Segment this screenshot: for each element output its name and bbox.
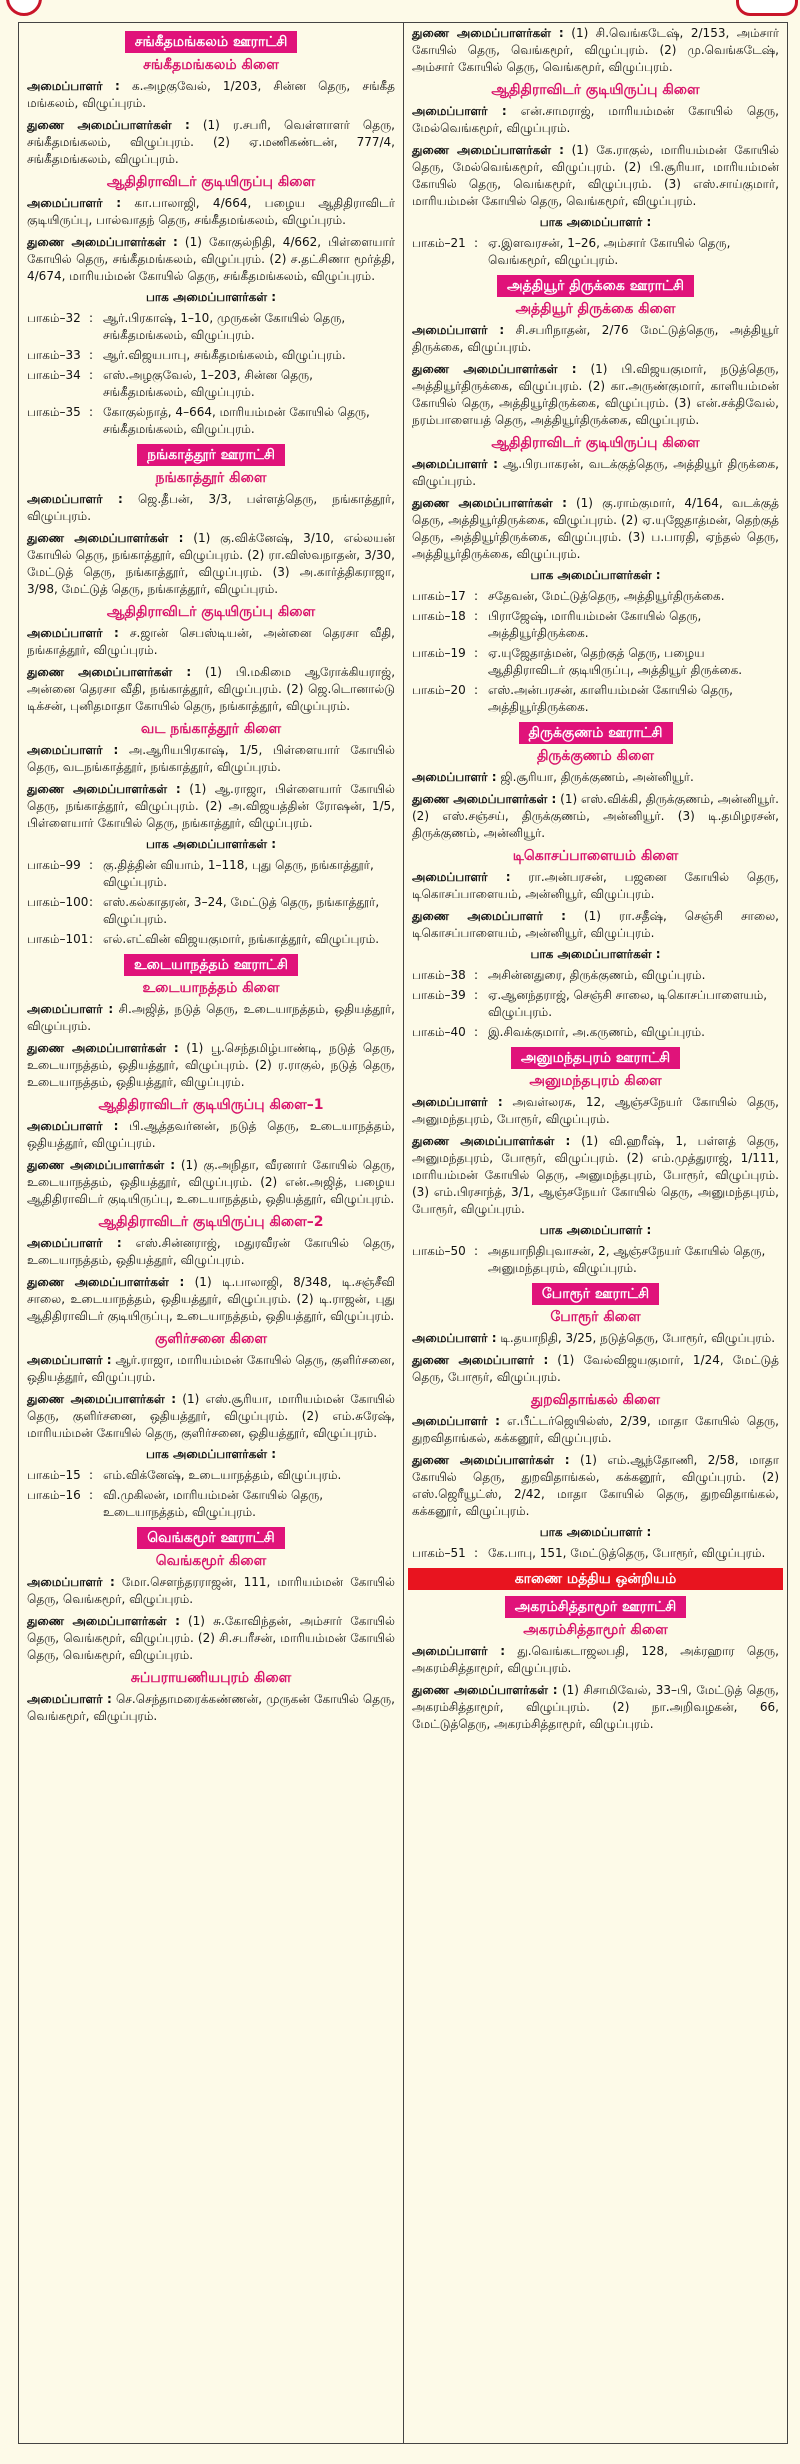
panchayat-title: உடையாநத்தம் ஊராட்சி [124,954,298,976]
organizer-entry [412,1682,779,1733]
booth-colon: : [89,858,94,872]
organizer-entry [27,195,395,229]
article-columns [18,22,788,2444]
panchayat-title: வெங்கமூர் ஊராட்சி [137,1527,284,1549]
organizer-details: டி.தயாநிதி, 3/25, நடுத்தெரு, போரூர், விழுப்புரம். [496,1331,776,1345]
organizer-details: (1) ரா.சதீஷ், செஞ்சி சாலை, டிகொசப்பாளையம், அன்னியூர், விழுப்புரம். [412,909,779,940]
booth-organizers-heading: பாக அமைப்பாளர்கள் : [530,568,661,582]
booth-entry [27,367,395,401]
organizer-role-label: அமைப்பாளர் : [27,1236,122,1250]
organizer-details: து.வெங்கடாஜலபதி, 128, அக்ரஹார தெரு, அகரம்சித்தாமூர், விழுப்புரம். [412,1644,779,1675]
booth-number: பாகம்–33 [27,348,81,362]
organizer-details: அ.ஆரியபிரகாஷ், 1/5, பிள்ளையார் கோயில் தெரு, வடநங்காத்தூர், நங்காத்தூர், விழுப்புரம். [27,743,395,774]
organizer-entry [27,742,395,776]
booth-entry [27,347,395,364]
organizer-role-label: துணை அமைப்பாளர்கள் : [27,1614,180,1628]
organizer-entry [412,25,779,76]
organizer-entry [412,361,779,429]
organizer-details: ஆ.பிரபாகரன், வடக்குத்தெரு, அத்தியூர் திருக்கை, விழுப்புரம். [412,457,779,488]
organizer-role-label: துணை அமைப்பாளர்கள் : [412,143,564,157]
booth-entry [27,404,395,438]
organizer-role-label: துணை அமைப்பாளர்கள் : [412,1134,571,1148]
booth-number: பாகம்–21 [412,236,466,250]
organizer-entry [412,456,779,490]
booth-organizer-details: எஸ்.அழகுவேல், 1–203, சின்ன தெரு, சங்கீதமங்கலம், விழுப்புரம். [103,368,313,399]
organizer-entry [27,491,395,525]
panchayat-title: திருக்குணம் ஊராட்சி [519,722,673,744]
organizer-role-label: துணை அமைப்பாளர் : [412,1353,549,1367]
organizer-entry [27,1691,395,1725]
booth-colon: : [89,405,94,419]
organizer-role-label: அமைப்பாளர் : [412,1414,500,1428]
organizer-details: என்.சாமராஜ், மாரியம்மன் கோயில் தெரு, மேல்வெங்கமூர், விழுப்புரம். [412,104,779,135]
booth-number: பாகம்–19 [412,646,466,660]
masthead-logo-right-icon [736,0,798,16]
booth-colon: : [474,1244,479,1258]
organizer-role-label: துணை அமைப்பாளர்கள் : [27,235,178,249]
organizer-details: (1) பூ.செந்தமிழ்பாண்டி, நடுத் தெரு, உடையாநத்தம், ஒதியத்தூர், விழுப்புரம். (2) ர.ராகுல், நடுத் தெரு, உடையாநத்தம், ஒதியத்தூர், விழுப்புரம். [27,1041,396,1089]
organizer-details: மோ.சௌந்தரராஜன், 111, மாரியம்மன் கோயில் தெரு, வெங்கமூர், விழுப்புரம். [27,1575,395,1606]
organizer-details: சி.அஜித், நடுத் தெரு, உடையாநத்தம், ஒதியத்தூர், விழுப்புரம். [27,1002,395,1033]
organizer-role-label: அமைப்பாளர் : [412,323,505,337]
booth-organizer-details: எல்.எட்வின் விஜயகுமார், நங்காத்தூர், விழுப்புரம். [103,932,380,946]
organizer-details: (1) பி.விஜயகுமார், நடுத்தெரு, அத்தியூர்திருக்கை, விழுப்புரம். (2) கா.அருண்குமார், காளியம்மன் கோயில் தெரு, அத்தியூர்திருக்கை, விழுப்புரம். (3) என்.சக்திவேல், நரம்பாளையத் தெரு, அத்தியூர்திருக்கை, விழுப்புரம். [412,362,779,427]
booth-organizers-heading: பாக அமைப்பாளர்கள் : [530,947,661,961]
booth-colon: : [474,1546,479,1560]
branch-title: அகரம்சித்தாமூர் கிளை [523,1622,668,1638]
booth-colon: : [474,609,479,623]
organizer-details: சி.சபரிநாதன், 2/76 மேட்டுத்தெரு, அத்தியூர் திருக்கை, விழுப்புரம். [412,323,779,354]
organizer-entry [412,322,779,356]
booth-colon: : [89,1468,94,1482]
booth-organizers-heading: பாக அமைப்பாளர் : [539,1525,652,1539]
organizer-role-label: துணை அமைப்பாளர்கள் : [27,531,184,545]
organizer-entry [27,1235,395,1269]
masthead-logo-left-icon [6,0,42,16]
organizer-entry [27,1001,395,1035]
booth-entry [27,931,395,948]
organizer-role-label: துணை அமைப்பாளர்கள் : [412,1683,558,1697]
organizer-role-label: அமைப்பாளர் : [412,1331,497,1345]
organizer-details: (1) வி.ஹரீஷ், 1, பள்ளத் தெரு, அனுமந்தபுரம், போரூர், விழுப்புரம். (2) எம்.முத்துராஜ், 1/111, மாரியம்மன் கோயில் தெரு, அனுமந்தபுரம், போரூர், விழுப்புரம். (3) எம்.பிரசாந்த், 3/1, ஆஞ்சநேயர் கோயில் தெரு, அனுமந்தபுரம், போரூர், விழுப்புரம். [412,1134,779,1216]
organizer-entry [27,1274,395,1325]
booth-organizers-heading: பாக அமைப்பாளர் : [539,1223,652,1237]
booth-entry [27,857,395,891]
booth-number: பாகம்–99 [27,858,81,872]
organizer-role-label: அமைப்பாளர் : [27,196,122,210]
organizer-role-label: அமைப்பாளர் : [412,457,498,471]
booth-colon: : [474,646,479,660]
organizer-details: (1) எஸ்.விக்கி, திருக்குணம், அன்னியூர். (2) எஸ்.சஞ்சய், திருக்குணம், அன்னியூர். (3) டி.தமிழரசன், திருக்குணம், அன்னியூர். [412,792,780,840]
organizer-role-label: துணை அமைப்பாளர்கள் : [27,118,190,132]
page-top-strip [0,0,800,14]
panchayat-title: நங்காத்தூர் ஊராட்சி [137,444,285,466]
section-header [412,275,779,297]
booth-entry [27,894,395,928]
panchayat-title: அகரம்சித்தாமூர் ஊராட்சி [505,1596,687,1618]
organizer-role-label: அமைப்பாளர் : [27,743,119,757]
organizer-role-label: துணை அமைப்பாளர்கள் : [412,1453,570,1467]
organizer-details: (1) கு.ராம்குமார், 4/164, வடக்குத் தெரு, அத்தியூர்திருக்கை, விழுப்புரம். (2) ஏ.யுஜேதாத்மன், தெற்குத் தெரு, அத்தியூர்திருக்கை, விழுப்புரம். (3) ப.பாரதி, ஏந்தல் தெரு, அத்தியூர்திருக்கை, விழுப்புரம். [412,496,779,561]
organizer-entry [27,78,395,112]
booth-number: பாகம்–101 [27,932,89,946]
organizer-role-label: அமைப்பாளர் : [412,104,507,118]
booth-number: பாகம்–39 [412,988,466,1002]
booth-organizers-heading: பாக அமைப்பாளர் : [539,215,652,229]
booth-organizers-heading: பாக அமைப்பாளர்கள் : [145,837,277,851]
booth-number: பாகம்–34 [27,368,81,382]
booth-number: பாகம்–32 [27,311,81,325]
booth-colon: : [89,932,94,946]
organizer-entry [412,1094,779,1128]
organizer-role-label: துணை அமைப்பாளர்கள் : [27,665,192,679]
organizer-details: ஜி.சூரியா, திருக்குணம், அன்னியூர். [496,770,694,784]
organizer-role-label: அமைப்பாளர் : [27,1119,119,1133]
booth-number: பாகம்–51 [412,1546,466,1560]
organizer-entry [27,625,395,659]
booth-number: பாகம்–16 [27,1488,81,1502]
booth-organizer-details: அதயாநிதிபுவாசன், 2, ஆஞ்சநேயர் கோயில் தெரு, அனுமந்தபுரம், விழுப்புரம். [488,1244,766,1275]
booth-colon: : [474,968,479,982]
organizer-entry [412,1643,779,1677]
organizer-entry [27,1391,395,1442]
booth-entry [412,645,779,679]
section-header [27,954,395,976]
booth-number: பாகம்–40 [412,1025,466,1039]
booth-organizer-details: ஏ.யுஜேதாத்மன், தெற்குத் தெரு, பழைய ஆதிதிராவிடர் குடியிருப்பு, அத்தியூர் திருக்கை. [488,646,743,677]
branch-title: அனுமந்தபுரம் கிளை [529,1073,662,1089]
booth-entry [412,1024,779,1041]
organizer-role-label: அமைப்பாளர் : [27,1353,112,1367]
booth-entry [27,1467,395,1484]
organizer-entry [412,1133,779,1218]
booth-organizer-details: இ.சிவக்குமார், அ.கருணம், விழுப்புரம். [488,1025,705,1039]
organizer-details: (1) கே.ராகுல், மாரியம்மன் கோயில் தெரு, மேல்வெங்கமூர், விழுப்புரம். (2) பி.சூரியா, மாரியம்மன் கோயில் தெரு, வெங்கமூர், விழுப்புரம். (3) எஸ்.சாய்குமார், மாரியம்மன் கோயில் தெரு, வெங்கமூர், விழுப்புரம். [412,143,780,208]
panchayat-title: போரூர் ஊராட்சி [532,1283,659,1305]
booth-organizer-details: பிராஜேஷ், மாரியம்மன் கோயில் தெரு, அத்தியூர்திருக்கை. [488,609,702,640]
organizer-entry [27,530,395,598]
organizer-role-label: துணை அமைப்பாளர் : [412,909,566,923]
booth-organizer-details: கே.பாபு, 151, மேட்டுத்தெரு, போரூர், விழுப்புரம். [488,1546,766,1560]
organizer-details: ஆர்.ராஜா, மாரியம்மன் கோயில் தெரு, குளிர்சனை, ஒதியத்தூர், விழுப்புரம். [27,1353,395,1384]
panchayat-title: அத்தியூர் திருக்கை ஊராட்சி [497,275,694,297]
branch-title: ஆதிதிராவிடர் குடியிருப்பு கிளை–2 [98,1214,324,1230]
organizer-entry [27,1040,395,1091]
booth-organizer-details: வி.முகிலன், மாரியம்மன் கோயில் தெரு, உடையாநத்தம், விழுப்புரம். [103,1488,324,1519]
organizer-role-label: அமைப்பாளர் : [412,1644,506,1658]
branch-title: ஆதிதிராவிடர் குடியிருப்பு கிளை [106,174,316,190]
organizer-details: செ.செந்தாமரைக்கண்ணன், முருகன் கோயில் தெரு, வெங்கமூர், விழுப்புரம். [27,1692,395,1723]
branch-title: ஆதிதிராவிடர் குடியிருப்பு கிளை [491,435,700,451]
branch-title: வெங்கமூர் கிளை [155,1553,267,1569]
booth-organizer-details: ஏ.ஆனந்தராஜ், செஞ்சி சாலை, டிகொசப்பாளையம், விழுப்புரம். [488,988,768,1019]
organizer-details: ரா.அன்பரசன், பஜனை கோயில் தெரு, டிகொசப்பாளையம், அன்னியூர், விழுப்புரம். [412,870,779,901]
organizer-entry [27,1352,395,1386]
section-header [27,444,395,466]
booth-entry [27,310,395,344]
booth-organizer-details: ஆர்.விஜயபாபு, சங்கீதமங்கலம், விழுப்புரம். [103,348,346,362]
left-column [19,23,403,2443]
organizer-details: எ.பீட்டர்ஜெயில்ஸ், 2/39, மாதா கோயில் தெரு, துறவிதாங்கல், கக்கனூர், விழுப்புரம். [412,1414,779,1445]
branch-title: குளிர்சனை கிளை [155,1331,267,1347]
organizer-details: (1) ர.சபரி, வெள்ளாளர் தெரு, சங்கீதமங்கலம், விழுப்புரம். (2) ஏ.மணிகண்டன், 777/4, சங்கீதமங்கலம், விழுப்புரம். [27,118,395,166]
booth-entry [412,682,779,716]
booth-number: பாகம்–50 [412,1244,466,1258]
section-header [27,1527,395,1549]
booth-organizer-details: எஸ்.அன்பரசன், காளியம்மன் கோயில் தெரு, அத்தியூர்திருக்கை. [488,683,733,714]
organizer-role-label: துணை அமைப்பாளர்கள் : [27,1041,179,1055]
branch-title: ஆதிதிராவிடர் குடியிருப்பு கிளை [106,604,316,620]
booth-colon: : [89,348,94,362]
organizer-details: (1) எஸ்.சூரியா, மாரியம்மன் கோயில் தெரு, குளிர்சனை, ஒதியத்தூர், விழுப்புரம். (2) எம்.சுரேஷ், மாரியம்மன் கோயில் தெரு, குளிர்சனை, ஒதியத்தூர், விழுப்புரம். [27,1392,395,1440]
section-header [412,1047,779,1069]
booth-number: பாகம்–38 [412,968,466,982]
organizer-role-label: அமைப்பாளர் : [27,79,120,93]
organizer-details: பி.ஆத்தவர்னன், நடுத் தெரு, உடையாநத்தம், ஒதியத்தூர், விழுப்புரம். [27,1119,395,1150]
organizer-role-label: துணை அமைப்பாளர்கள் : [412,26,564,40]
booth-colon: : [474,1025,479,1039]
organizer-entry [412,1452,779,1520]
booth-colon: : [474,236,479,250]
right-column [403,23,787,2443]
panchayat-title: அனுமந்தபுரம் ஊராட்சி [511,1047,680,1069]
organizer-entry [27,117,395,168]
organizer-entry [412,495,779,563]
organizer-details: (1) ஆ.ராஜா, பிள்ளையார் கோயில் தெரு, நங்காத்தூர், விழுப்புரம். (2) அ.விஜயத்தின் ரோஷன், 1/5, பிள்ளையார் கோயில் தெரு, நங்காத்தூர், விழுப்புரம். [27,782,395,830]
organizer-role-label: துணை அமைப்பாளர்கள் : [27,1392,177,1406]
panchayat-title: சங்கீதமங்கலம் ஊராட்சி [125,31,298,53]
organizer-entry [412,769,779,786]
organizer-details: அவள்லரசு, 12, ஆஞ்சநேயர் கோயில் தெரு, அனுமந்தபுரம், போரூர், விழுப்புரம். [412,1095,779,1126]
organizer-details: (1) பி.மகிமை ஆரோக்கியராஜ், அன்னை தெரசா வீதி, நங்காத்தூர், விழுப்புரம். (2) ஜெ.டொனால்டு டிக்சன், புனிதமாதா கோயில் தெரு, நங்காத்தூர், விழுப்புரம். [27,665,396,713]
branch-title: சுப்பராயணியபுரம் கிளை [130,1670,292,1686]
organizer-details: (1) சிசாமிவேல், 33–பி, மேட்டுத் தெரு, அகரம்சித்தாமூர், விழுப்புரம். (2) நா.அறிவழகன், 66, மேட்டுத்தெரு, அகரம்சித்தாமூர், விழுப்புரம். [412,1683,779,1731]
organizer-role-label: அமைப்பாளர் : [27,1692,112,1706]
organizer-role-label: அமைப்பாளர் : [412,770,497,784]
booth-number: பாகம்–100 [27,895,89,909]
section-header [412,722,779,744]
organizer-role-label: அமைப்பாளர் : [27,492,123,506]
section-header [27,31,395,53]
branch-title: ஆதிதிராவிடர் குடியிருப்பு கிளை [491,82,700,98]
branch-title: சங்கீதமங்கலம் கிளை [143,57,279,73]
booth-entry [412,588,779,605]
organizer-details: (1) டி.பாலாஜி, 8/348, டி.சஞ்சீவி சாலை, உடையாநத்தம், ஒதியத்தூர், விழுப்புரம். (2) டி.ராஜன், புது ஆதிதிராவிடர் குடியிருப்பு, உடையாநத்தம், ஒதியத்தூர், விழுப்புரம். [27,1275,395,1323]
booth-organizer-details: ஏ.இளவரசன், 1–26, அம்சார் கோயில் தெரு, வெங்கமூர், விழுப்புரம். [488,236,731,267]
organizer-entry [412,103,779,137]
organizer-details: (1) சி.வெங்கடேஷ், 2/153, அம்சார் கோயில் தெரு, வெங்கமூர், விழுப்புரம். (2) மு.வெங்கடேஷ், அம்சார் கோயில் தெரு, வெங்கமூர், விழுப்புரம். [412,26,779,74]
branch-title: திருக்குணம் கிளை [536,748,655,764]
booth-entry [412,967,779,984]
organizer-role-label: துணை அமைப்பாளர்கள் : [412,496,567,510]
booth-number: பாகம்–20 [412,683,466,697]
organizer-entry [27,664,395,715]
booth-number: பாகம்–17 [412,589,466,603]
organizer-entry [27,781,395,832]
organizer-details: (1) வேல்விஜயகுமார், 1/24, மேட்டுத் தெரு, போரூர், விழுப்புரம். [412,1353,779,1384]
booth-number: பாகம்–35 [27,405,81,419]
booth-colon: : [89,1488,94,1502]
organizer-details: (1) எம்.ஆந்தோணி, 2/58, மாதா கோயில் தெரு, துறவிதாங்கல், கக்கனூர், விழுப்புரம். (2) எஸ்.ஜெரீயூட்ஸ், 2/42, மாதா கோயில் தெரு, துறவிதாங்கல், கக்கனூர், விழுப்புரம். [412,1453,780,1518]
organizer-details: (1) கோகுல்நிதி, 4/662, பிள்ளையார் கோயில் தெரு, சங்கீதமங்கலம், விழுப்புரம். (2) ச.தட்சிணா மூர்த்தி, 4/674, மாரியம்மன் கோயில் தெரு, சங்கீதமங்கலம், விழுப்புரம். [27,235,395,283]
organizer-role-label: துணை அமைப்பாளர்கள் : [412,792,557,806]
booth-number: பாகம்–15 [27,1468,81,1482]
organizer-role-label: அமைப்பாளர் : [27,1575,115,1589]
organizer-role-label: அமைப்பாளர் : [27,1002,114,1016]
booth-number: பாகம்–18 [412,609,466,623]
booth-colon: : [474,988,479,1002]
organizer-entry [412,908,779,942]
booth-organizer-details: கு.தித்தின் வியாம், 1–118, புது தெரு, நங்காத்தூர், விழுப்புரம். [103,858,374,889]
branch-title: துறவிதாங்கல் கிளை [530,1392,661,1408]
branch-title: அத்தியூர் திருக்கை கிளை [515,301,676,317]
union-title: காணை மத்திய ஒன்றியம் [408,1568,783,1590]
booth-colon: : [474,683,479,697]
branch-title: உடையாநத்தம் கிளை [142,980,280,996]
booth-colon: : [89,368,94,382]
branch-title: வட நங்காத்தூர் கிளை [140,721,282,737]
branch-title: ஆதிதிராவிடர் குடியிருப்பு கிளை–1 [98,1097,324,1113]
booth-colon: : [474,589,479,603]
organizer-entry [412,1352,779,1386]
organizer-entry [27,1574,395,1608]
organizer-role-label: துணை அமைப்பாளர்கள் : [412,362,577,376]
booth-entry [412,608,779,642]
booth-colon: : [89,895,94,909]
organizer-role-label: அமைப்பாளர் : [412,870,511,884]
organizer-entry [27,1118,395,1152]
organizer-details: கா.பாலாஜி, 4/664, பழைய ஆதிதிராவிடர் குடியிருப்பு, பால்வாதந் தெரு, சங்கீதமங்கலம், விழுப்புரம். [27,196,395,227]
organizer-entry [412,1330,779,1347]
organizer-details: ச.ஜான் செபஸ்டியன், அன்னை தெரசா வீதி, நங்காத்தூர், விழுப்புரம். [27,626,395,657]
booth-entry [412,1243,779,1277]
branch-title: நங்காத்தூர் கிளை [155,470,267,486]
booth-entry [27,1487,395,1521]
organizer-details: எஸ்.சின்னராஜ், மதுரவீரன் கோயில் தெரு, உடையாநத்தம், ஒதியத்தூர், விழுப்புரம். [27,1236,395,1267]
booth-entry [412,235,779,269]
booth-organizer-details: அசின்னதுரை, திருக்குணம், விழுப்புரம். [488,968,706,982]
branch-title: டிகொசப்பாளையம் கிளை [512,848,679,864]
booth-organizer-details: எஸ்.கல்காதரன், 3–24, மேட்டுத் தெரு, நங்காத்தூர், விழுப்புரம். [103,895,380,926]
booth-organizer-details: கோகுல்நாத், 4–664, மாரியம்மன் கோயில் தெரு, சங்கீதமங்கலம், விழுப்புரம். [103,405,370,436]
organizer-role-label: துணை அமைப்பாளர்கள் : [27,1275,185,1289]
booth-organizers-heading: பாக அமைப்பாளர்கள் : [145,290,277,304]
organizer-entry [27,234,395,285]
organizer-details: (1) கு.விக்னேஷ், 3/10, எல்லயன் கோயில் தெரு, நங்காத்தூர், விழுப்புரம். (2) ரா.விஸ்வநாதன், 3/30, மேட்டுத் தெரு, நங்காத்தூர், விழுப்புரம். (3) அ.கார்த்திகராஜா, 3/98, மேட்டுத் தெரு, நங்காத்தூர், விழுப்புரம். [27,531,395,596]
booth-colon: : [89,311,94,325]
organizer-role-label: அமைப்பாளர் : [27,626,119,640]
organizer-details: (1) கு.அநிதா, வீரனார் கோயில் தெரு, உடையாநத்தம், ஒதியத்தூர், விழுப்புரம். (2) என்.அஜித், பழைய ஆதிதிராவிடர் குடியிருப்பு, உடையாநத்தம், ஒதியத்தூர், விழுப்புரம். [27,1158,395,1206]
section-header [412,1283,779,1305]
organizer-details: ஜெ.தீபன், 3/3, பள்ளத்தெரு, நங்காத்தூர், விழுப்புரம். [27,492,395,523]
section-header [412,1596,779,1618]
booth-entry [412,987,779,1021]
organizer-entry [27,1613,395,1664]
organizer-role-label: துணை அமைப்பாளர்கள் : [27,1158,176,1172]
organizer-entry [412,142,779,210]
booth-organizers-heading: பாக அமைப்பாளர்கள் : [145,1447,277,1461]
booth-organizer-details: எம்.விக்னேஷ், உடையாநத்தம், விழுப்புரம். [103,1468,342,1482]
organizer-details: க.அழகுவேல், 1/203, சின்ன தெரு, சங்கீத மங்கலம், விழுப்புரம். [27,79,395,110]
organizer-entry [27,1157,395,1208]
organizer-entry [412,869,779,903]
organizer-role-label: அமைப்பாளர் : [412,1095,503,1109]
booth-organizer-details: சதேவன், மேட்டுத்தெரு, அத்தியூர்திருக்கை. [488,589,725,603]
booth-organizer-details: ஆர்.பிரகாஷ், 1–10, முருகன் கோயில் தெரு, சங்கீதமங்கலம், விழுப்புரம். [103,311,346,342]
organizer-role-label: துணை அமைப்பாளர்கள் : [27,782,181,796]
organizer-entry [412,1413,779,1447]
organizer-entry [412,791,779,842]
booth-entry [412,1545,779,1562]
branch-title: போரூர் கிளை [550,1309,641,1325]
organizer-details: (1) சு.கோவிந்தன், அம்சார் கோயில் தெரு, வெங்கமூர், விழுப்புரம். (2) சி.சபரீசன், மாரியம்மன் கோயில் தெரு, வெங்கமூர், விழுப்புரம். [27,1614,395,1662]
